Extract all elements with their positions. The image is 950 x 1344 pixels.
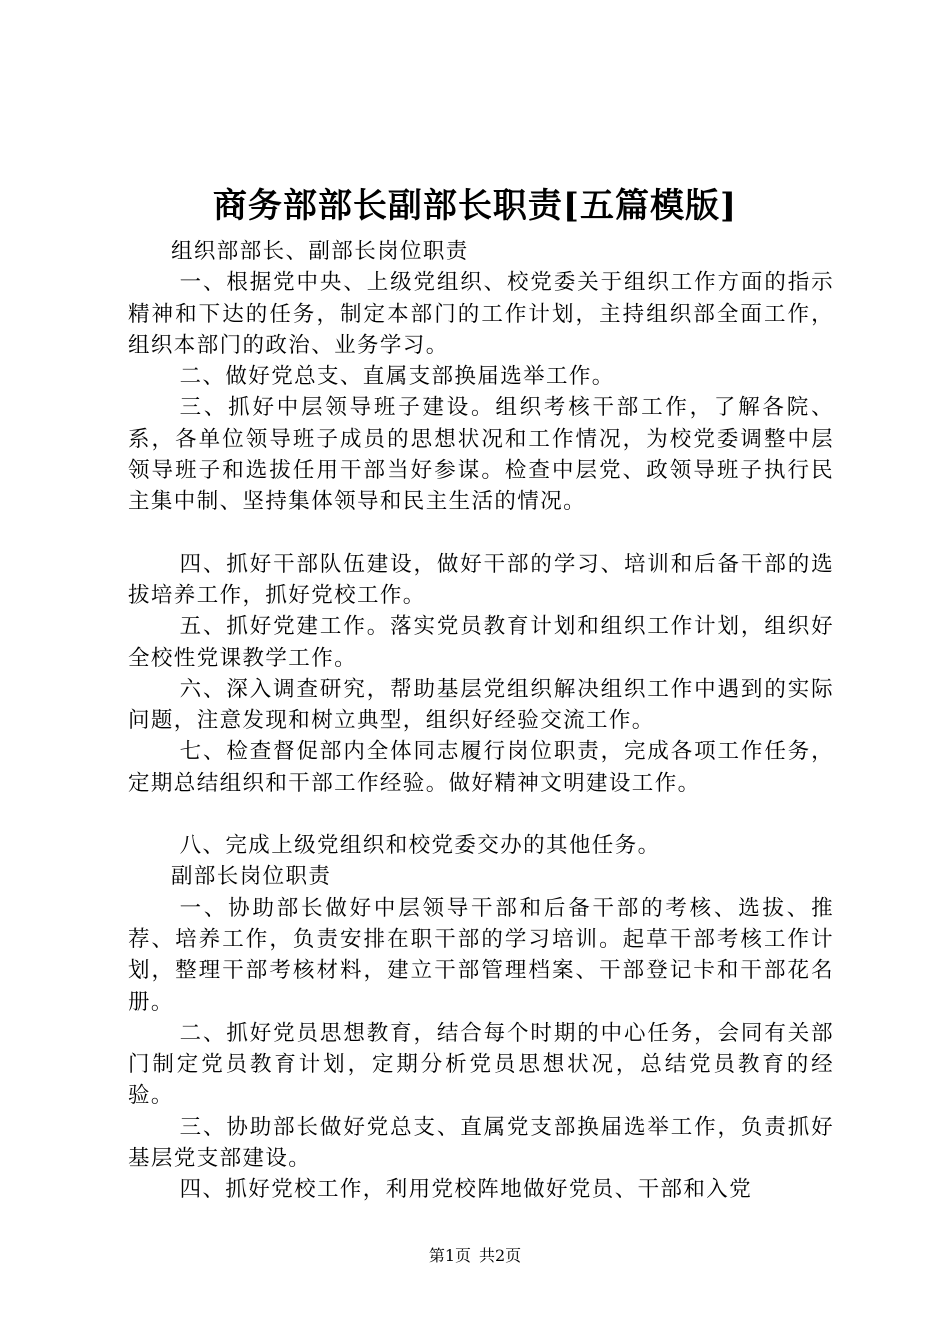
- paragraph: 五、抓好党建工作。落实党员教育计划和组织工作计划，组织好全校性党课教学工作。: [128, 614, 834, 671]
- paragraph: 八、完成上级党组织和校党委交办的其他任务。: [179, 833, 661, 859]
- section-heading: 组织部部长、副部长岗位职责: [171, 239, 469, 264]
- page-total: 共2页: [479, 1246, 522, 1265]
- paragraph: 一、根据党中央、上级党组织、校党委关于组织工作方面的指示精神和下达的任务，制定本部门的工作计划，主持组织部全面工作，组织本部门的政治、业务学习。: [128, 270, 834, 358]
- section-heading: 副部长岗位职责: [171, 864, 332, 890]
- paragraph: 二、抓好党员思想教育，结合每个时期的中心任务，会同有关部门制定党员教育计划，定期分析党员思想状况，总结党员教育的经验。: [128, 1020, 834, 1109]
- page-number: 第1页: [428, 1246, 471, 1265]
- document-title: 商务部部长副部长职责[五篇模版]: [212, 186, 738, 226]
- paragraph: 三、协助部长做好党总支、直属党支部换届选举工作，负责抓好基层党支部建设。: [128, 1114, 834, 1172]
- document-body: [128, 236, 834, 1206]
- paragraph: 七、检查督促部内全体同志履行岗位职责，完成各项工作任务，定期总结组织和干部工作经验。做好精神文明建设工作。: [128, 739, 834, 796]
- paragraph: 四、抓好干部队伍建设，做好干部的学习、培训和后备干部的选拔培养工作，抓好党校工作。: [128, 551, 834, 608]
- page-footer: [0, 1244, 950, 1268]
- paragraph: 二、做好党总支、直属支部换届选举工作。: [179, 364, 615, 390]
- paragraph: 三、抓好中层领导班子建设。组织考核干部工作，了解各院、系，各单位领导班子成员的思想状况和工作情况，为校党委调整中层领导班子和选拔任用干部当好参谋。检查中层党、政领导班子执行民主集中制、坚持集体领导和民主生活的情况。: [128, 395, 834, 515]
- paragraph: 六、深入调查研究，帮助基层党组织解决组织工作中遇到的实际问题，注意发现和树立典型，组织好经验交流工作。: [128, 676, 834, 734]
- paragraph: 四、抓好党校工作，利用党校阵地做好党员、干部和入党: [179, 1177, 753, 1203]
- paragraph: 一、协助部长做好中层领导干部和后备干部的考核、选拔、推荐、培养工作，负责安排在职干部的学习培训。起草干部考核工作计划，整理干部考核材料，建立干部管理档案、干部登记卡和干部花名册。: [128, 895, 834, 1015]
